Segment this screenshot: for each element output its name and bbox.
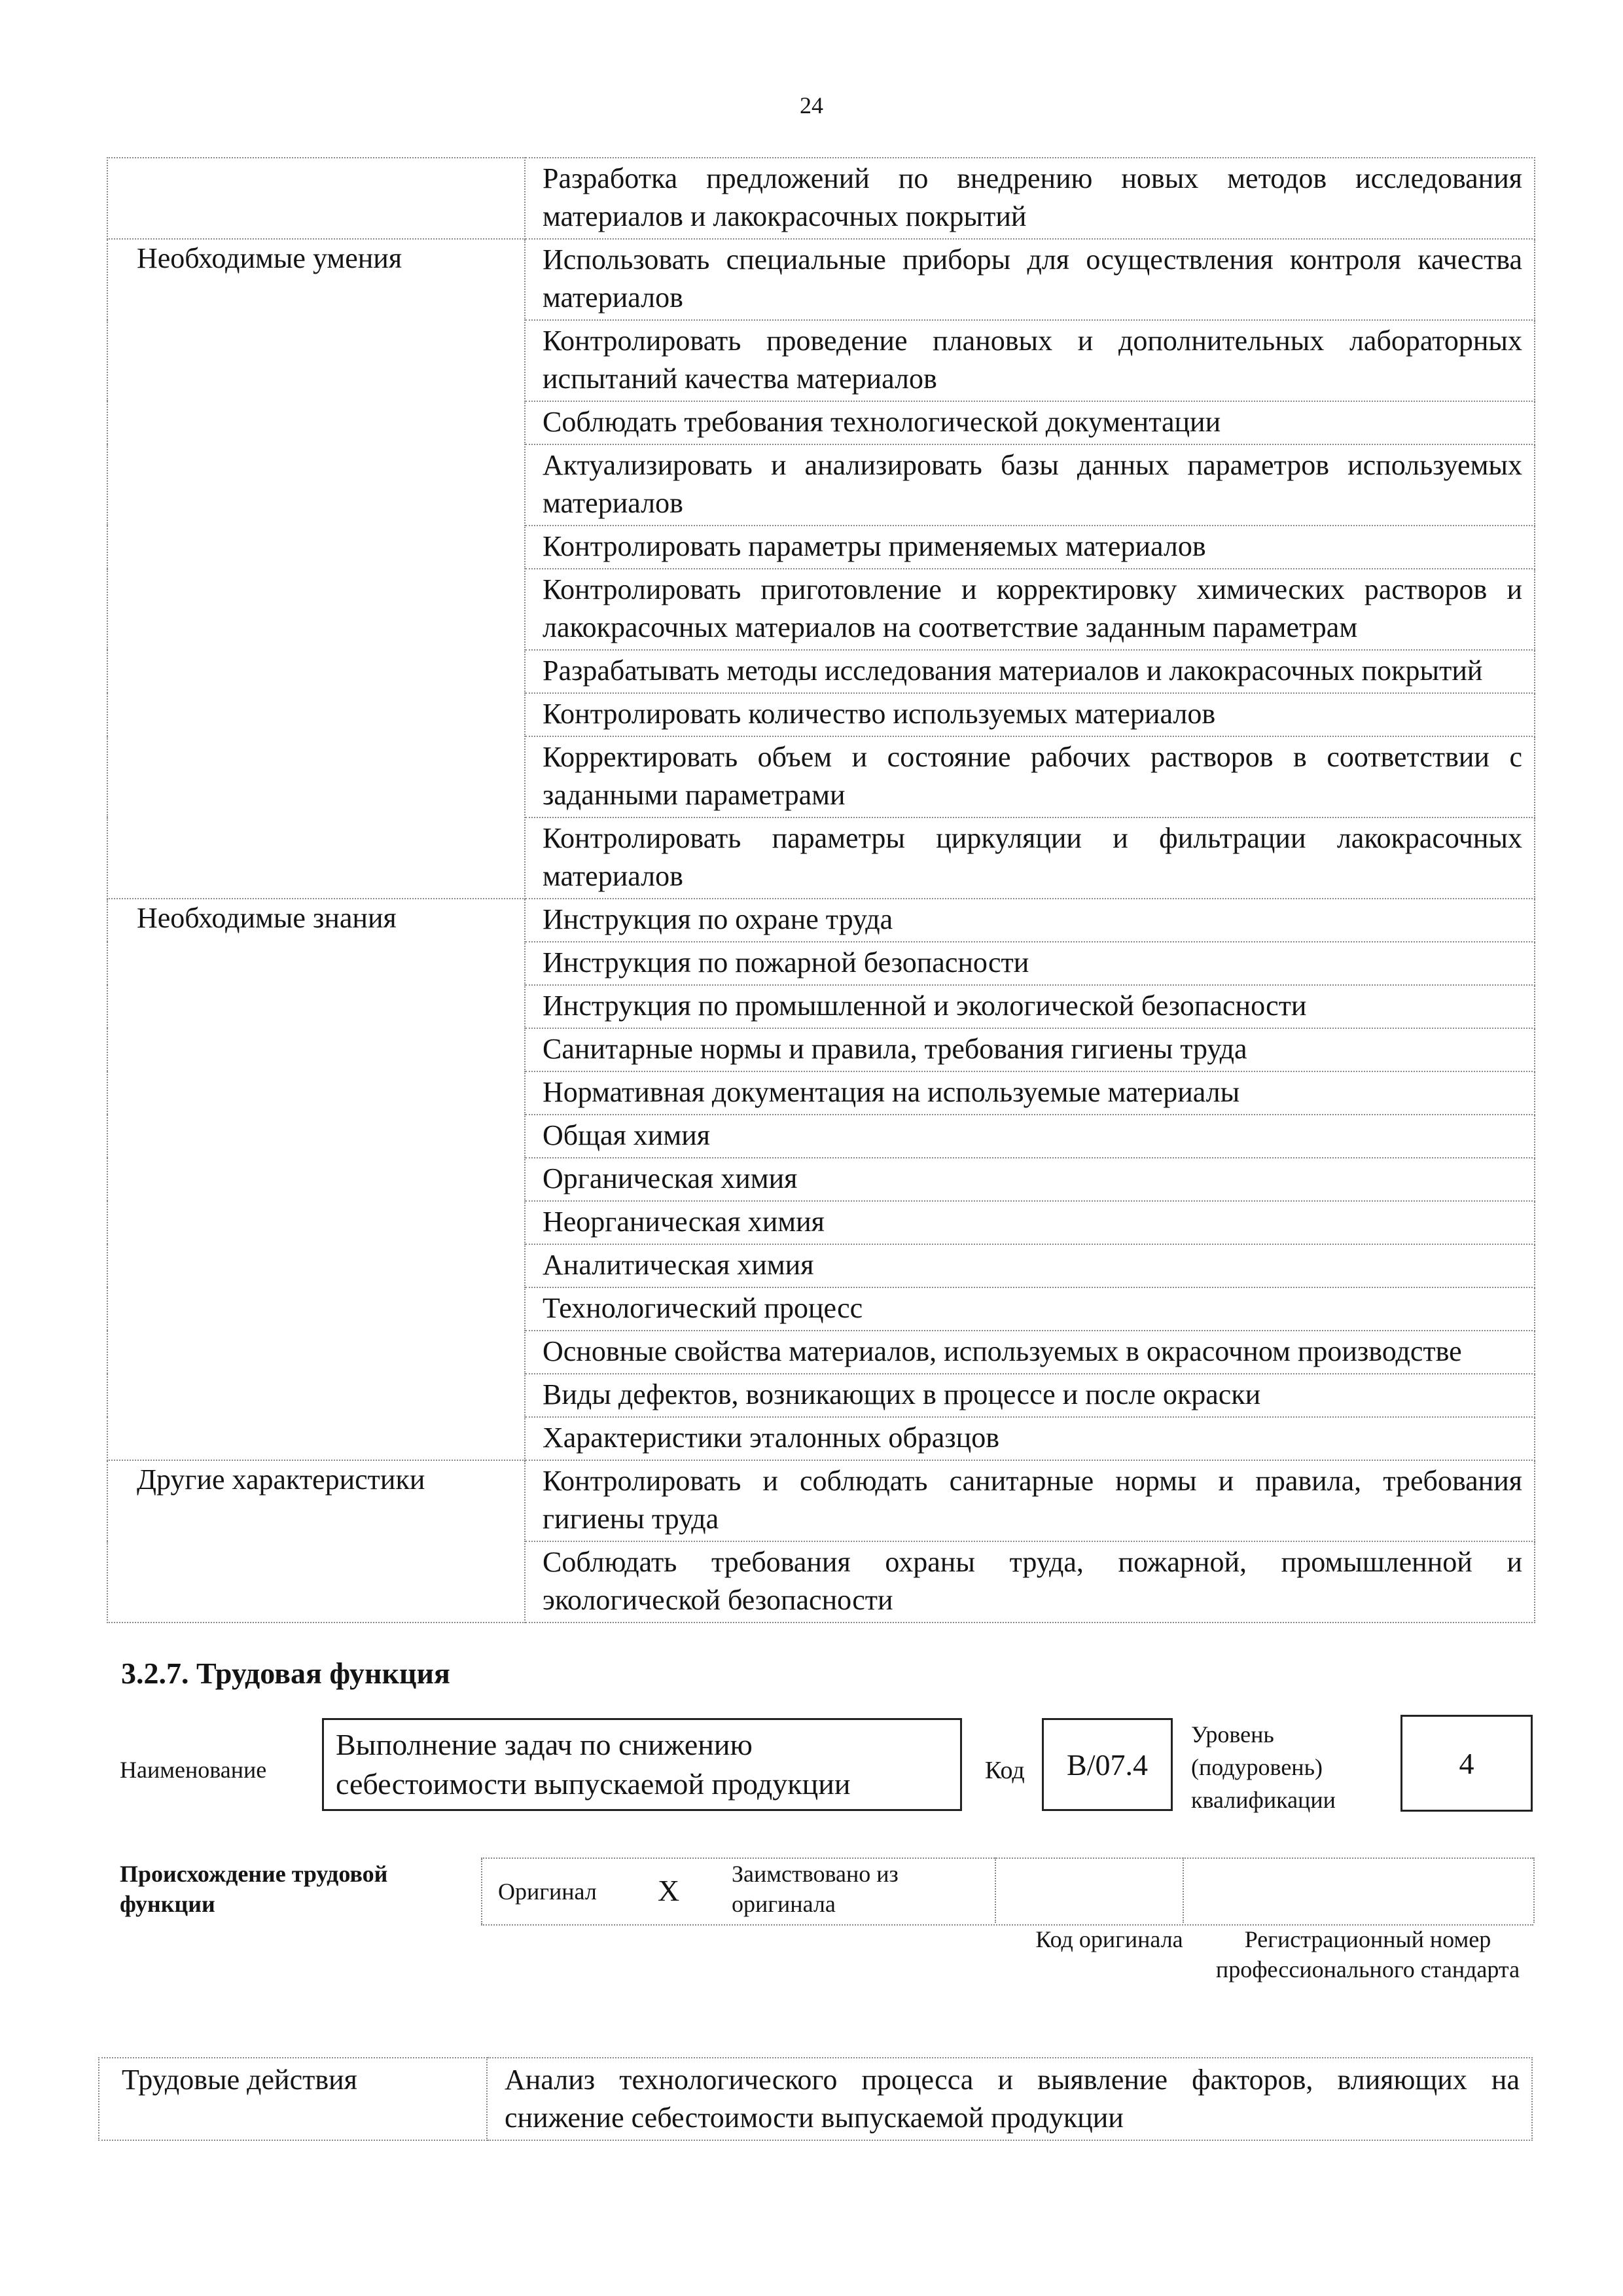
code-original-box xyxy=(995,1857,1184,1923)
requirement-item: Контролировать параметры применяемых материалов xyxy=(525,526,1535,569)
requirement-item: Характеристики эталонных образцов xyxy=(525,1417,1535,1460)
requirement-item: Контролировать проведение плановых и дополнительных лабораторных испытаний качества материалов xyxy=(525,320,1535,401)
table-row xyxy=(107,158,1535,239)
row-group-label: Необходимые знания xyxy=(107,899,525,1460)
requirement-item: Контролировать параметры циркуляции и фильтрации лакокрасочных материалов xyxy=(525,817,1535,899)
borrowed-label: Заимствовано из оригинала xyxy=(732,1861,899,1917)
row-group-label: Другие характеристики xyxy=(107,1460,525,1623)
original-mark: X xyxy=(658,1874,680,1907)
code-label: Код xyxy=(985,1757,1025,1784)
code-box: B/07.4 xyxy=(1042,1718,1173,1811)
requirement-item: Органическая химия xyxy=(525,1158,1535,1201)
reg-number-caption: Регистрационный номер профессионального стандарта xyxy=(1215,1926,1520,1982)
actions-label: Трудовые действия xyxy=(99,2058,487,2140)
requirement-item: Инструкция по пожарной безопасности xyxy=(525,942,1535,985)
requirement-item: Аналитическая химия xyxy=(525,1244,1535,1287)
requirement-item: Разрабатывать методы исследования материалов и лакокрасочных покрытий xyxy=(525,650,1535,693)
requirement-item: Актуализировать и анализировать базы данных параметров используемых материалов xyxy=(525,444,1535,526)
reg-number-box xyxy=(1181,1857,1535,1923)
page-number: 24 xyxy=(800,92,823,118)
requirement-item: Разработка предложений по внедрению новых методов исследования материалов и лакокрасочных покрытий xyxy=(525,158,1535,239)
requirement-item: Контролировать и соблюдать санитарные нормы и правила, требования гигиены труда xyxy=(525,1460,1535,1541)
actions-row xyxy=(99,2058,1532,2140)
requirement-item: Соблюдать требования технологической документации xyxy=(525,401,1535,444)
requirement-item: Виды дефектов, возникающих в процессе и после окраски xyxy=(525,1374,1535,1417)
requirement-item: Общая химия xyxy=(525,1115,1535,1158)
requirement-item: Соблюдать требования охраны труда, пожарной, промышленной и экологической безопасности xyxy=(525,1541,1535,1623)
row-group-label: Необходимые умения xyxy=(107,239,525,899)
requirement-item: Технологический процесс xyxy=(525,1287,1535,1331)
origin-label: Происхождение трудовой функции xyxy=(120,1861,388,1917)
level-label: Уровень (подуровень) квалификации xyxy=(1191,1721,1336,1813)
requirement-item: Контролировать приготовление и корректировку химических растворов и лакокрасочных материалов на соответствие заданным параметрам xyxy=(525,569,1535,650)
actions-table xyxy=(98,2057,1533,2141)
section-heading: 3.2.7. Трудовая функция xyxy=(121,1657,450,1690)
requirement-item: Корректировать объем и состояние рабочих растворов в соответствии с заданными параметрами xyxy=(525,736,1535,817)
requirement-item: Нормативная документация на используемые материалы xyxy=(525,1071,1535,1115)
requirements-table xyxy=(107,157,1535,1623)
requirement-item: Использовать специальные приборы для осуществления контроля качества материалов xyxy=(525,239,1535,320)
requirement-item: Контролировать количество используемых материалов xyxy=(525,693,1535,736)
original-cell xyxy=(481,1859,668,1924)
requirement-item: Инструкция по промышленной и экологической безопасности xyxy=(525,985,1535,1028)
requirement-item: Санитарные нормы и правила, требования гигиены труда xyxy=(525,1028,1535,1071)
function-name-box: Выполнение задач по снижению себестоимости выпускаемой продукции xyxy=(322,1718,962,1811)
code-original-caption: Код оригинала xyxy=(1035,1926,1183,1952)
table-row xyxy=(107,239,1535,320)
level-box: 4 xyxy=(1400,1715,1533,1812)
name-label: Наименование xyxy=(120,1757,267,1783)
table-row xyxy=(107,899,1535,942)
requirement-item: Неорганическая химия xyxy=(525,1201,1535,1244)
requirement-item: Основные свойства материалов, используемых в окрасочном производстве xyxy=(525,1331,1535,1374)
original-label: Оригинал xyxy=(498,1878,597,1905)
actions-item: Анализ технологического процесса и выявление факторов, влияющих на снижение себестоимости выпускаемой продукции xyxy=(487,2058,1532,2140)
table-row xyxy=(107,1460,1535,1541)
requirement-item: Инструкция по охране труда xyxy=(525,899,1535,942)
row-group-label xyxy=(107,158,525,239)
